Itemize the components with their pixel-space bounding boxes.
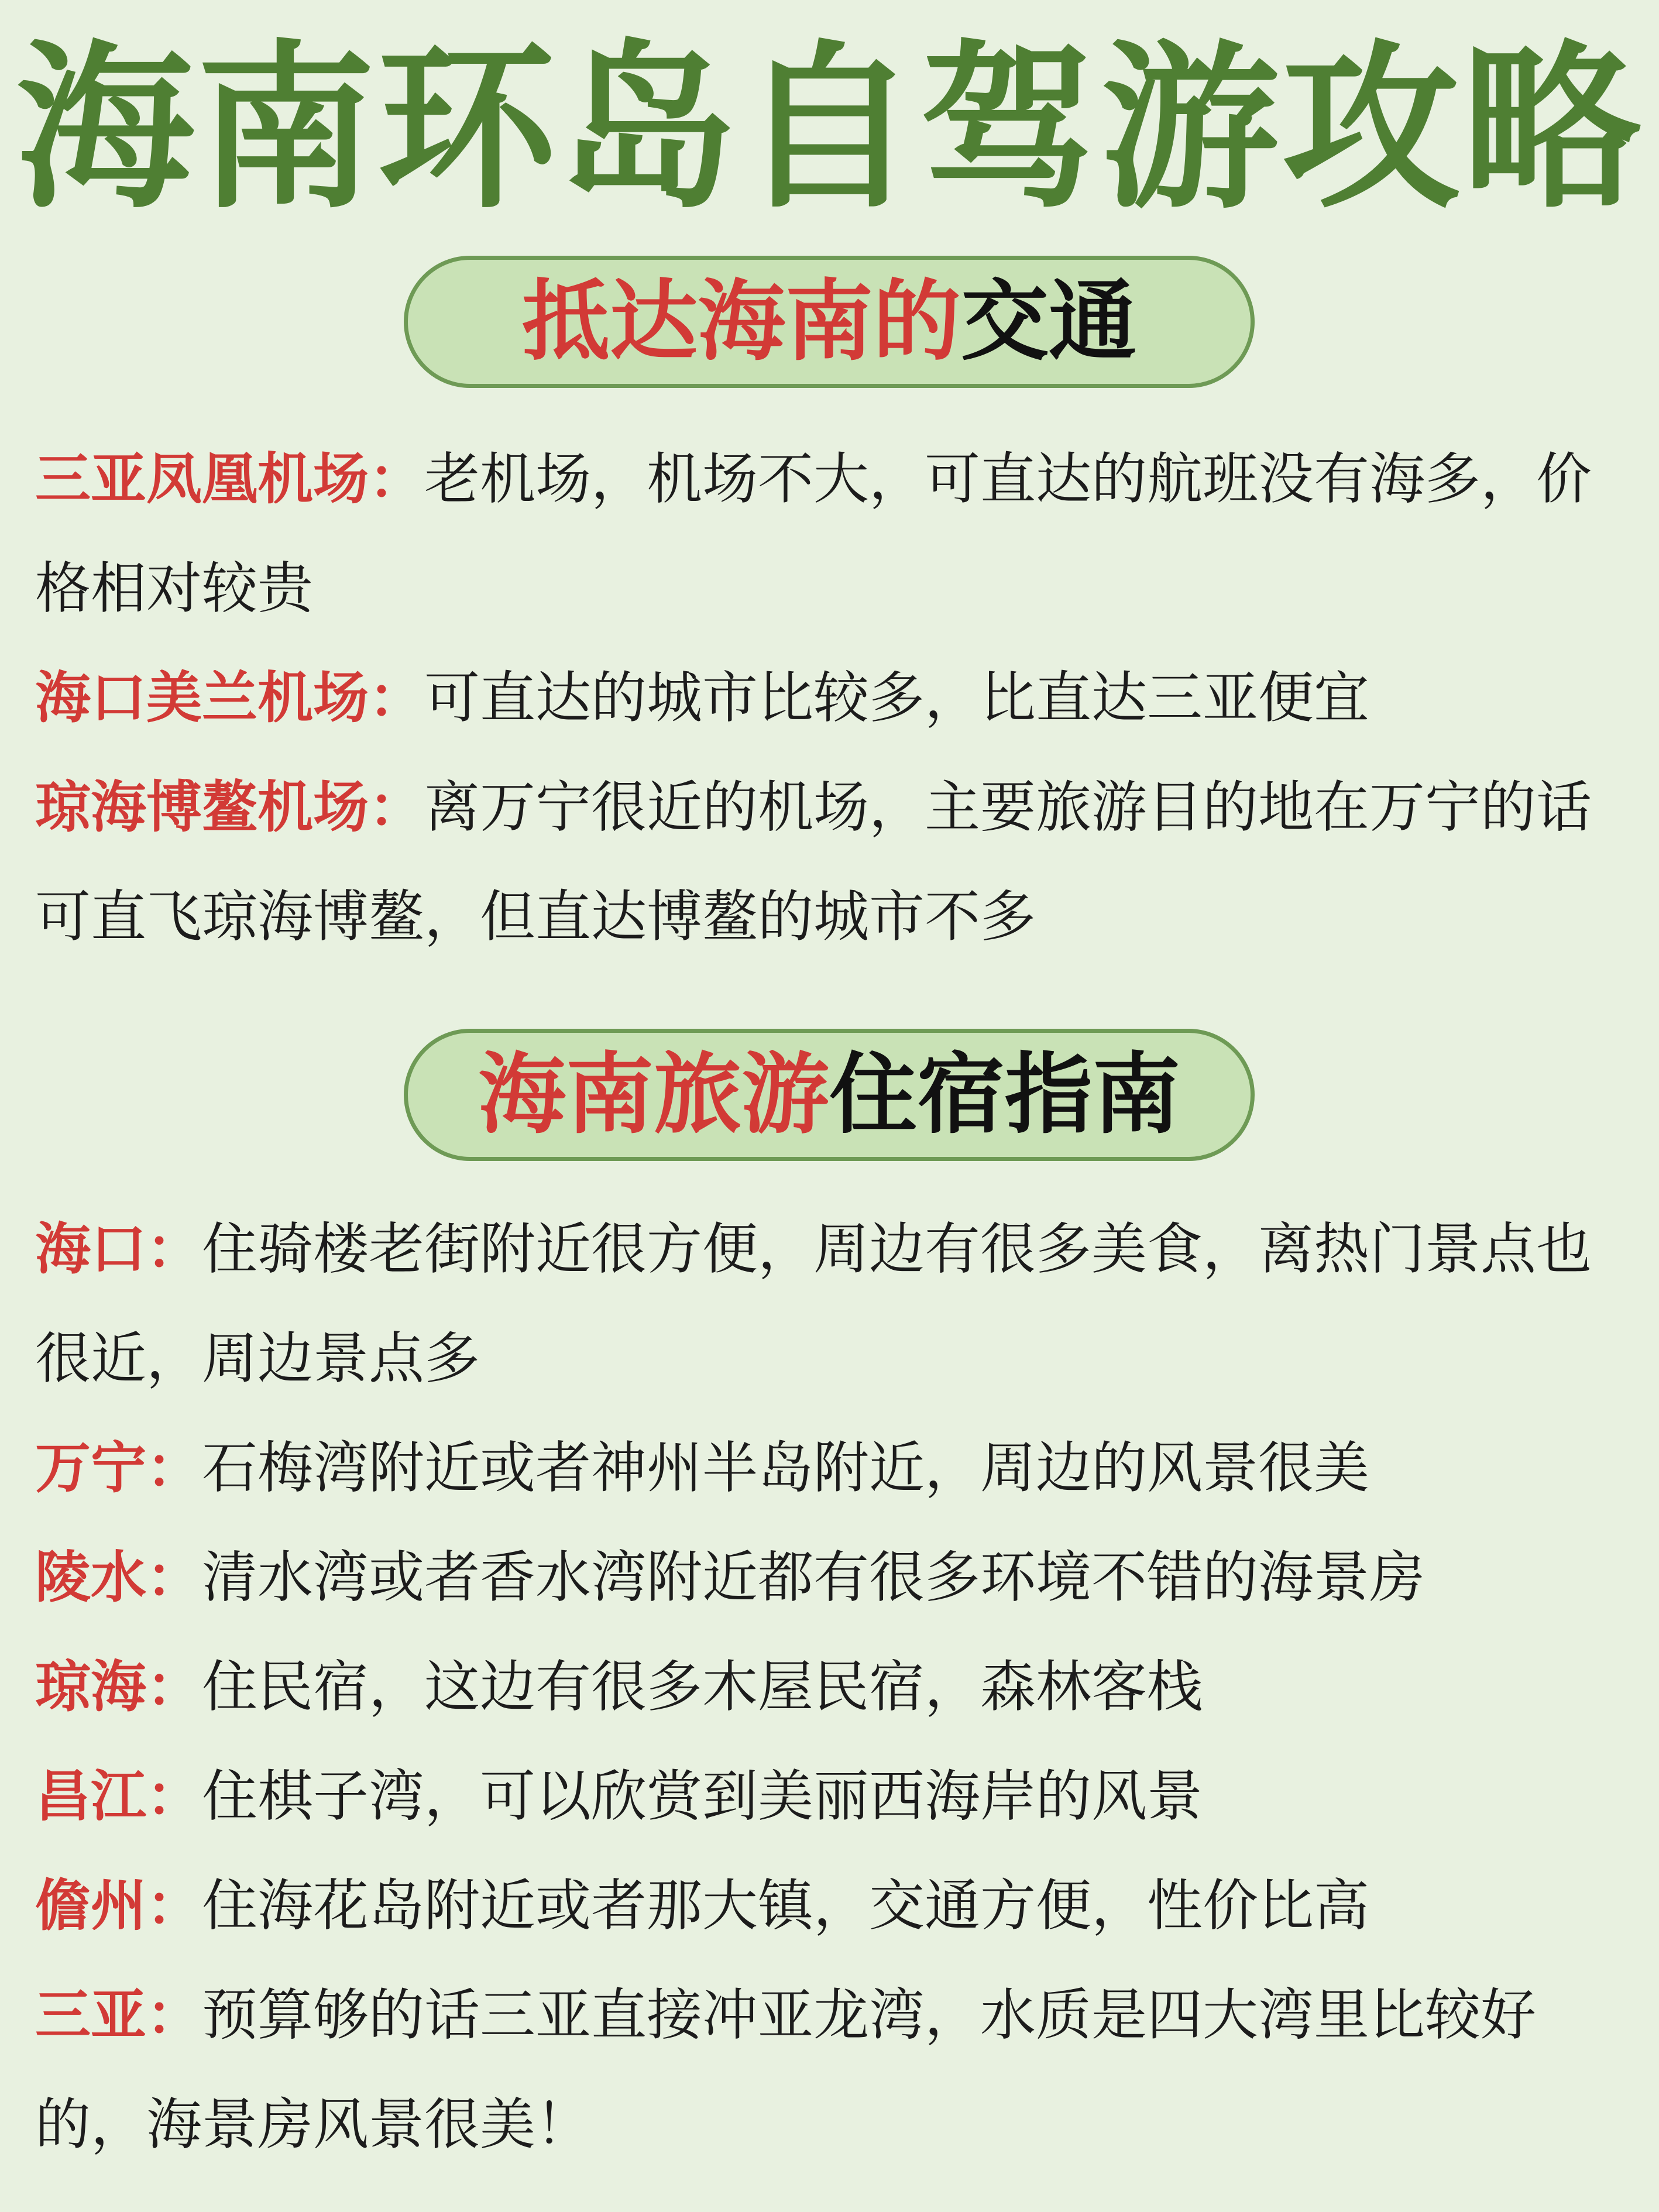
transport-entry-haikou-airport bbox=[35, 644, 1639, 753]
lodging-entry-haikou bbox=[35, 1195, 1639, 1414]
entry-label: 琼海： bbox=[35, 1655, 202, 1719]
entry-label: 三亚： bbox=[35, 1983, 202, 2048]
lodging-entry-lingshui bbox=[35, 1523, 1639, 1633]
entry-label: 陵水： bbox=[35, 1545, 202, 1610]
entry-label: 儋州： bbox=[35, 1874, 202, 1938]
entry-label: 海口美兰机场： bbox=[35, 666, 425, 730]
entry-text: 石梅湾附近或者神州半岛附近，周边的风景很美 bbox=[202, 1436, 1370, 1500]
entry-label: 三亚凤凰机场： bbox=[35, 447, 425, 511]
section-heading-transport bbox=[404, 256, 1255, 388]
entry-text: 住海花岛附近或者那大镇，交通方便，性价比高 bbox=[202, 1874, 1370, 1938]
entry-text: 住骑楼老街附近很方便，周边有很多美食，离热门景点也很近，周边景点多 bbox=[35, 1217, 1592, 1391]
lodging-entry-wanning bbox=[35, 1414, 1639, 1523]
entry-text: 住棋子湾，可以欣赏到美丽西海岸的风景 bbox=[202, 1764, 1203, 1829]
entry-text: 清水湾或者香水湾附近都有很多环境不错的海景房 bbox=[202, 1545, 1426, 1610]
entry-text: 老机场，机场不大，可直达的航班没有海多，价格相对较贵 bbox=[35, 447, 1592, 621]
entry-label: 琼海博鳌机场： bbox=[35, 775, 425, 840]
page-title: 海南环岛自驾游攻略 bbox=[16, 25, 1643, 232]
lodging-entry-qionghai bbox=[35, 1633, 1639, 1742]
entry-label: 海口： bbox=[35, 1217, 202, 1282]
transport-entry-boao-airport bbox=[35, 753, 1639, 972]
section-heading-transport-red: 抵达海南的 bbox=[521, 271, 961, 373]
section-heading-transport-black: 交通 bbox=[961, 271, 1137, 373]
lodging-entry-changjiang bbox=[35, 1742, 1639, 1852]
section-heading-lodging-red: 海南旅游 bbox=[478, 1044, 829, 1146]
entry-label: 万宁： bbox=[35, 1436, 202, 1500]
entry-label: 昌江： bbox=[35, 1764, 202, 1829]
section-heading-lodging bbox=[404, 1029, 1255, 1161]
lodging-entry-sanya bbox=[35, 1961, 1639, 2180]
transport-entry-sanya-airport bbox=[35, 425, 1639, 644]
entry-text: 离万宁很近的机场，主要旅游目的地在万宁的话可直飞琼海博鳌，但直达博鳌的城市不多 bbox=[35, 775, 1592, 949]
entry-text: 预算够的话三亚直接冲亚龙湾，水质是四大湾里比较好的，海景房风景很美！ bbox=[35, 1983, 1537, 2157]
lodging-entry-danzhou bbox=[35, 1852, 1639, 1961]
entry-text: 可直达的城市比较多，比直达三亚便宜 bbox=[424, 666, 1370, 730]
section-heading-lodging-black: 住宿指南 bbox=[829, 1044, 1181, 1146]
entry-text: 住民宿，这边有很多木屋民宿，森林客栈 bbox=[202, 1655, 1203, 1719]
